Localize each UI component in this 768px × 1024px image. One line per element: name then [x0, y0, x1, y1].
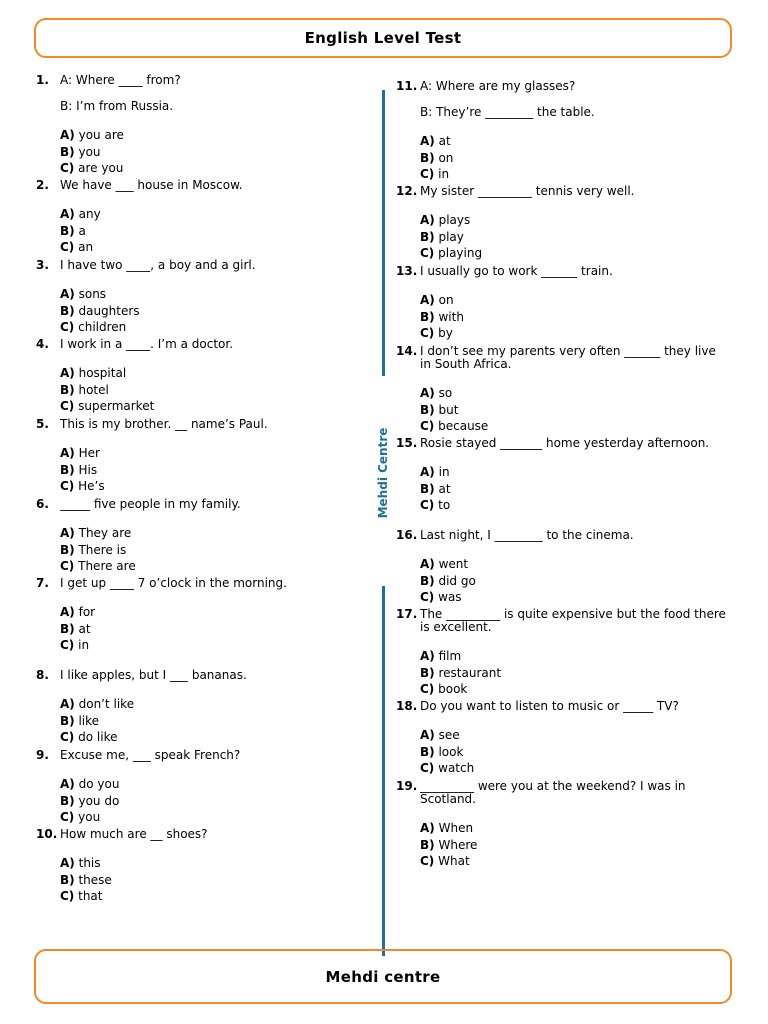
- option-letter: C): [420, 167, 435, 182]
- question: [36, 74, 366, 177]
- option-letter: C): [60, 479, 75, 494]
- question-text: I don’t see my parents very often ______ they live in South Africa.: [420, 344, 716, 371]
- option-text: in: [438, 465, 450, 479]
- option-text: at: [438, 134, 451, 148]
- option-letter: A): [420, 821, 435, 835]
- question-number: 9.: [36, 748, 49, 762]
- option-letter: A): [420, 649, 435, 663]
- option-text: you are: [78, 128, 124, 142]
- option-text: When: [438, 821, 474, 835]
- option-letter: A): [420, 213, 435, 227]
- option-letter: B): [420, 229, 435, 244]
- option-letter: A): [60, 287, 75, 301]
- option-text: on: [438, 293, 454, 307]
- question-number: 6.: [36, 497, 49, 511]
- option-letter: B): [60, 382, 75, 397]
- answer-option[interactable]: [60, 696, 366, 713]
- question-text: _____ five people in my family.: [60, 497, 241, 511]
- question-number: 1.: [36, 73, 49, 87]
- option-text: There is: [78, 542, 127, 557]
- answer-options: [36, 365, 366, 415]
- option-letter: A): [420, 728, 435, 742]
- answer-options: [396, 556, 726, 606]
- question-text: I usually go to work ______ train.: [420, 264, 613, 278]
- question: [36, 179, 366, 256]
- option-letter: C): [60, 399, 75, 414]
- answer-option[interactable]: [420, 292, 726, 309]
- option-letter: A): [420, 557, 435, 571]
- question: [36, 418, 366, 495]
- question-number: 2.: [36, 178, 49, 192]
- option-letter: B): [420, 665, 435, 680]
- option-text: with: [438, 309, 464, 324]
- option-letter: A): [60, 605, 75, 619]
- question-text: Rosie stayed _______ home yesterday afternoon.: [420, 436, 710, 450]
- option-letter: B): [420, 573, 435, 588]
- answer-option[interactable]: [60, 604, 366, 621]
- option-letter: C): [60, 810, 75, 825]
- option-text: on: [438, 150, 454, 165]
- column-divider-top: [382, 90, 385, 376]
- option-text: for: [78, 605, 96, 619]
- answer-option[interactable]: [60, 160, 366, 177]
- answer-option[interactable]: [60, 776, 366, 793]
- answer-options: [36, 696, 366, 746]
- option-text: look: [438, 744, 464, 759]
- footer-frame: [34, 949, 732, 1004]
- question: [36, 577, 366, 654]
- question-line: [36, 259, 366, 272]
- answer-option[interactable]: [420, 309, 726, 326]
- option-text: an: [78, 240, 94, 255]
- option-letter: C): [60, 730, 75, 745]
- option-text: He’s: [78, 479, 105, 494]
- option-text: daughters: [78, 303, 140, 318]
- option-letter: B): [60, 542, 75, 557]
- answer-option[interactable]: [420, 665, 726, 682]
- option-letter: B): [60, 713, 75, 728]
- question-line: [36, 749, 366, 762]
- question: [36, 259, 366, 336]
- question-number: 11.: [396, 79, 418, 93]
- option-text: but: [438, 402, 459, 417]
- column-divider-bottom: [382, 586, 385, 956]
- answer-option[interactable]: [60, 365, 366, 382]
- question-number: 3.: [36, 258, 49, 272]
- answer-options: [396, 820, 726, 870]
- option-letter: A): [60, 207, 75, 221]
- answer-options: [36, 286, 366, 336]
- question-line: [36, 418, 366, 431]
- option-letter: A): [60, 697, 75, 711]
- question-line: [36, 669, 366, 682]
- question: [396, 529, 726, 606]
- option-letter: A): [60, 366, 75, 380]
- answer-option[interactable]: [420, 760, 726, 777]
- answer-options: [396, 385, 726, 435]
- question-line: [36, 338, 366, 351]
- question-subline: B: They’re ________ the table.: [420, 105, 595, 119]
- option-letter: B): [60, 462, 75, 477]
- footer-title: Mehdi centre: [325, 967, 441, 986]
- question-number: 4.: [36, 337, 49, 351]
- question-line: [396, 437, 726, 450]
- question-number: 15.: [396, 436, 418, 450]
- question-text: My sister _________ tennis very well.: [420, 184, 635, 198]
- option-letter: C): [60, 638, 75, 653]
- question-line: [396, 780, 726, 806]
- answer-option[interactable]: [60, 855, 366, 872]
- question: [36, 828, 366, 905]
- option-text: do you: [78, 777, 120, 791]
- option-text: was: [438, 590, 462, 605]
- answer-options: [396, 292, 726, 342]
- answer-option[interactable]: [420, 245, 726, 262]
- option-text: children: [78, 320, 127, 335]
- option-text: like: [78, 713, 100, 728]
- answer-option[interactable]: [60, 637, 366, 654]
- option-text: They are: [78, 526, 132, 540]
- question-number: 17.: [396, 607, 418, 621]
- option-text: a: [78, 223, 86, 238]
- question-line: [396, 700, 726, 713]
- question-text: _________ were you at the weekend? I was in Scotland.: [420, 779, 686, 806]
- answer-options: [396, 133, 726, 183]
- question-number: 10.: [36, 827, 58, 841]
- option-letter: A): [60, 446, 75, 460]
- answer-options: [396, 464, 726, 514]
- answer-option[interactable]: [60, 144, 366, 161]
- answer-option[interactable]: [60, 286, 366, 303]
- side-watermark-label: Mehdi Centre: [376, 427, 390, 519]
- option-letter: B): [420, 744, 435, 759]
- question-text: Last night, I ________ to the cinema.: [420, 528, 634, 542]
- answer-option[interactable]: [60, 872, 366, 889]
- question-text: I like apples, but I ___ bananas.: [60, 668, 247, 682]
- answer-option[interactable]: [420, 648, 726, 665]
- question-number: 7.: [36, 576, 49, 590]
- option-letter: B): [60, 223, 75, 238]
- option-text: do like: [78, 730, 118, 745]
- option-text: sons: [78, 287, 107, 301]
- option-letter: C): [420, 854, 435, 869]
- option-letter: C): [420, 419, 435, 434]
- question: [36, 338, 366, 415]
- answer-option[interactable]: [420, 229, 726, 246]
- option-text: in: [78, 638, 90, 653]
- answer-option[interactable]: [420, 744, 726, 761]
- question-text: How much are __ shoes?: [60, 827, 208, 841]
- question-number: 5.: [36, 417, 49, 431]
- question: [396, 265, 726, 342]
- answer-option[interactable]: [60, 445, 366, 462]
- answer-option[interactable]: [420, 681, 726, 698]
- answer-options: [36, 855, 366, 905]
- option-letter: B): [60, 621, 75, 636]
- answer-option[interactable]: [60, 206, 366, 223]
- answer-option[interactable]: [420, 837, 726, 854]
- option-text: film: [438, 649, 462, 663]
- option-text: hotel: [78, 382, 109, 397]
- option-text: playing: [438, 246, 483, 261]
- answer-options: [396, 727, 726, 777]
- answer-option[interactable]: [60, 542, 366, 559]
- option-text: see: [438, 728, 460, 742]
- option-text: so: [438, 386, 453, 400]
- answer-option[interactable]: [420, 481, 726, 498]
- question-number: 12.: [396, 184, 418, 198]
- page-title: English Level Test: [304, 29, 462, 47]
- question-line: [36, 498, 366, 511]
- question-text: A: Where are my glasses?: [420, 79, 576, 93]
- answer-option[interactable]: [420, 418, 726, 435]
- question: [396, 780, 726, 870]
- question-text: A: Where ____ from?: [60, 73, 181, 87]
- option-letter: C): [420, 682, 435, 697]
- question-number: 19.: [396, 779, 418, 793]
- option-text: supermarket: [78, 399, 155, 414]
- question: [36, 749, 366, 826]
- question-subline: B: I’m from Russia.: [60, 99, 174, 113]
- option-letter: A): [60, 856, 75, 870]
- option-letter: C): [420, 498, 435, 513]
- question: [36, 669, 366, 746]
- option-letter: B): [420, 481, 435, 496]
- question-number: 8.: [36, 668, 49, 682]
- option-text: don’t like: [78, 697, 135, 711]
- answer-option[interactable]: [420, 589, 726, 606]
- question-line: [36, 179, 366, 192]
- option-letter: C): [420, 326, 435, 341]
- question-number: 18.: [396, 699, 418, 713]
- question-text: This is my brother. __ name’s Paul.: [60, 417, 268, 431]
- option-text: you: [78, 810, 101, 825]
- option-text: Her: [78, 446, 100, 460]
- answer-option[interactable]: [60, 223, 366, 240]
- option-letter: C): [420, 246, 435, 261]
- question-text: We have ___ house in Moscow.: [60, 178, 243, 192]
- answer-option[interactable]: [60, 239, 366, 256]
- question-text: The _________ is quite expensive but the food there is excellent.: [420, 607, 726, 634]
- answer-option[interactable]: [420, 166, 726, 183]
- answer-option[interactable]: [420, 150, 726, 167]
- option-text: because: [438, 419, 489, 434]
- answer-option[interactable]: [420, 497, 726, 514]
- answer-options: [36, 525, 366, 575]
- option-text: book: [438, 682, 468, 697]
- question: [396, 437, 726, 514]
- question: [396, 700, 726, 777]
- option-text: What: [438, 854, 470, 869]
- option-letter: B): [60, 872, 75, 887]
- question-text: Do you want to listen to music or _____ TV?: [420, 699, 679, 713]
- option-letter: A): [60, 777, 75, 791]
- option-letter: A): [60, 128, 75, 142]
- option-text: Where: [438, 837, 478, 852]
- answer-option[interactable]: [420, 556, 726, 573]
- option-letter: A): [420, 386, 435, 400]
- answer-options: [36, 776, 366, 826]
- answer-option[interactable]: [60, 729, 366, 746]
- option-letter: B): [420, 309, 435, 324]
- question-number: 16.: [396, 528, 418, 542]
- option-letter: B): [420, 402, 435, 417]
- answer-option[interactable]: [60, 558, 366, 575]
- option-letter: B): [420, 150, 435, 165]
- answer-option[interactable]: [60, 713, 366, 730]
- question-number: 13.: [396, 264, 418, 278]
- answer-option[interactable]: [420, 464, 726, 481]
- question-text: I work in a ____. I’m a doctor.: [60, 337, 234, 351]
- answer-option[interactable]: [420, 212, 726, 229]
- question: [396, 185, 726, 262]
- option-text: you do: [78, 793, 120, 808]
- answer-options: [36, 206, 366, 256]
- answer-option[interactable]: [60, 621, 366, 638]
- option-text: at: [438, 481, 451, 496]
- option-letter: C): [60, 161, 75, 176]
- option-letter: A): [60, 526, 75, 540]
- question: [36, 498, 366, 575]
- answer-options: [396, 648, 726, 698]
- option-text: plays: [438, 213, 471, 227]
- question-line: [396, 265, 726, 278]
- option-letter: A): [420, 465, 435, 479]
- option-letter: C): [420, 590, 435, 605]
- option-letter: A): [420, 134, 435, 148]
- answer-option[interactable]: [420, 133, 726, 150]
- option-letter: B): [60, 303, 75, 318]
- question-line: [36, 74, 366, 87]
- question-line: [396, 345, 726, 371]
- answer-option[interactable]: [420, 325, 726, 342]
- question-text: I get up ____ 7 o’clock in the morning.: [60, 576, 287, 590]
- answer-option[interactable]: [60, 478, 366, 495]
- question: [396, 345, 726, 435]
- answer-option[interactable]: [60, 809, 366, 826]
- question-line: [396, 608, 726, 634]
- answer-option[interactable]: [60, 303, 366, 320]
- answer-options: [36, 604, 366, 654]
- question-line: [396, 529, 726, 542]
- answer-option[interactable]: [60, 398, 366, 415]
- answer-options: [396, 212, 726, 262]
- question: [396, 80, 726, 183]
- question-line: [396, 185, 726, 198]
- answer-options: [36, 127, 366, 177]
- question-line: [36, 828, 366, 841]
- option-letter: B): [420, 837, 435, 852]
- answer-option[interactable]: [420, 820, 726, 837]
- option-text: watch: [438, 761, 475, 776]
- header-frame: [34, 18, 732, 58]
- option-letter: C): [420, 761, 435, 776]
- question-line: [36, 577, 366, 590]
- answer-option[interactable]: [60, 319, 366, 336]
- option-letter: B): [60, 793, 75, 808]
- answer-option[interactable]: [420, 727, 726, 744]
- answer-option[interactable]: [60, 382, 366, 399]
- option-text: in: [438, 167, 450, 182]
- option-text: these: [78, 872, 112, 887]
- answer-option[interactable]: [60, 525, 366, 542]
- answer-option[interactable]: [420, 385, 726, 402]
- option-text: did go: [438, 573, 476, 588]
- answer-option[interactable]: [420, 573, 726, 590]
- option-text: went: [438, 557, 469, 571]
- option-text: this: [78, 856, 101, 870]
- question-number: 14.: [396, 344, 418, 358]
- question-line: [396, 80, 726, 93]
- option-text: His: [78, 462, 98, 477]
- option-text: that: [78, 889, 103, 904]
- answer-option[interactable]: [420, 402, 726, 419]
- answer-option[interactable]: [60, 793, 366, 810]
- option-text: restaurant: [438, 665, 502, 680]
- option-text: by: [438, 326, 453, 341]
- answer-option[interactable]: [60, 888, 366, 905]
- answer-option[interactable]: [60, 462, 366, 479]
- option-text: are you: [78, 161, 124, 176]
- question-text: Excuse me, ___ speak French?: [60, 748, 241, 762]
- option-text: you: [78, 144, 101, 159]
- option-text: hospital: [78, 366, 127, 380]
- option-letter: C): [60, 240, 75, 255]
- option-text: to: [438, 498, 451, 513]
- option-letter: C): [60, 320, 75, 335]
- option-letter: B): [60, 144, 75, 159]
- option-text: any: [78, 207, 101, 221]
- answer-option[interactable]: [60, 127, 366, 144]
- option-text: There are: [78, 559, 136, 574]
- answer-option[interactable]: [420, 853, 726, 870]
- answer-options: [36, 445, 366, 495]
- question-text: I have two ____, a boy and a girl.: [60, 258, 256, 272]
- option-letter: C): [60, 559, 75, 574]
- option-letter: A): [420, 293, 435, 307]
- option-letter: C): [60, 889, 75, 904]
- option-text: play: [438, 229, 464, 244]
- question: [396, 608, 726, 698]
- option-text: at: [78, 621, 91, 636]
